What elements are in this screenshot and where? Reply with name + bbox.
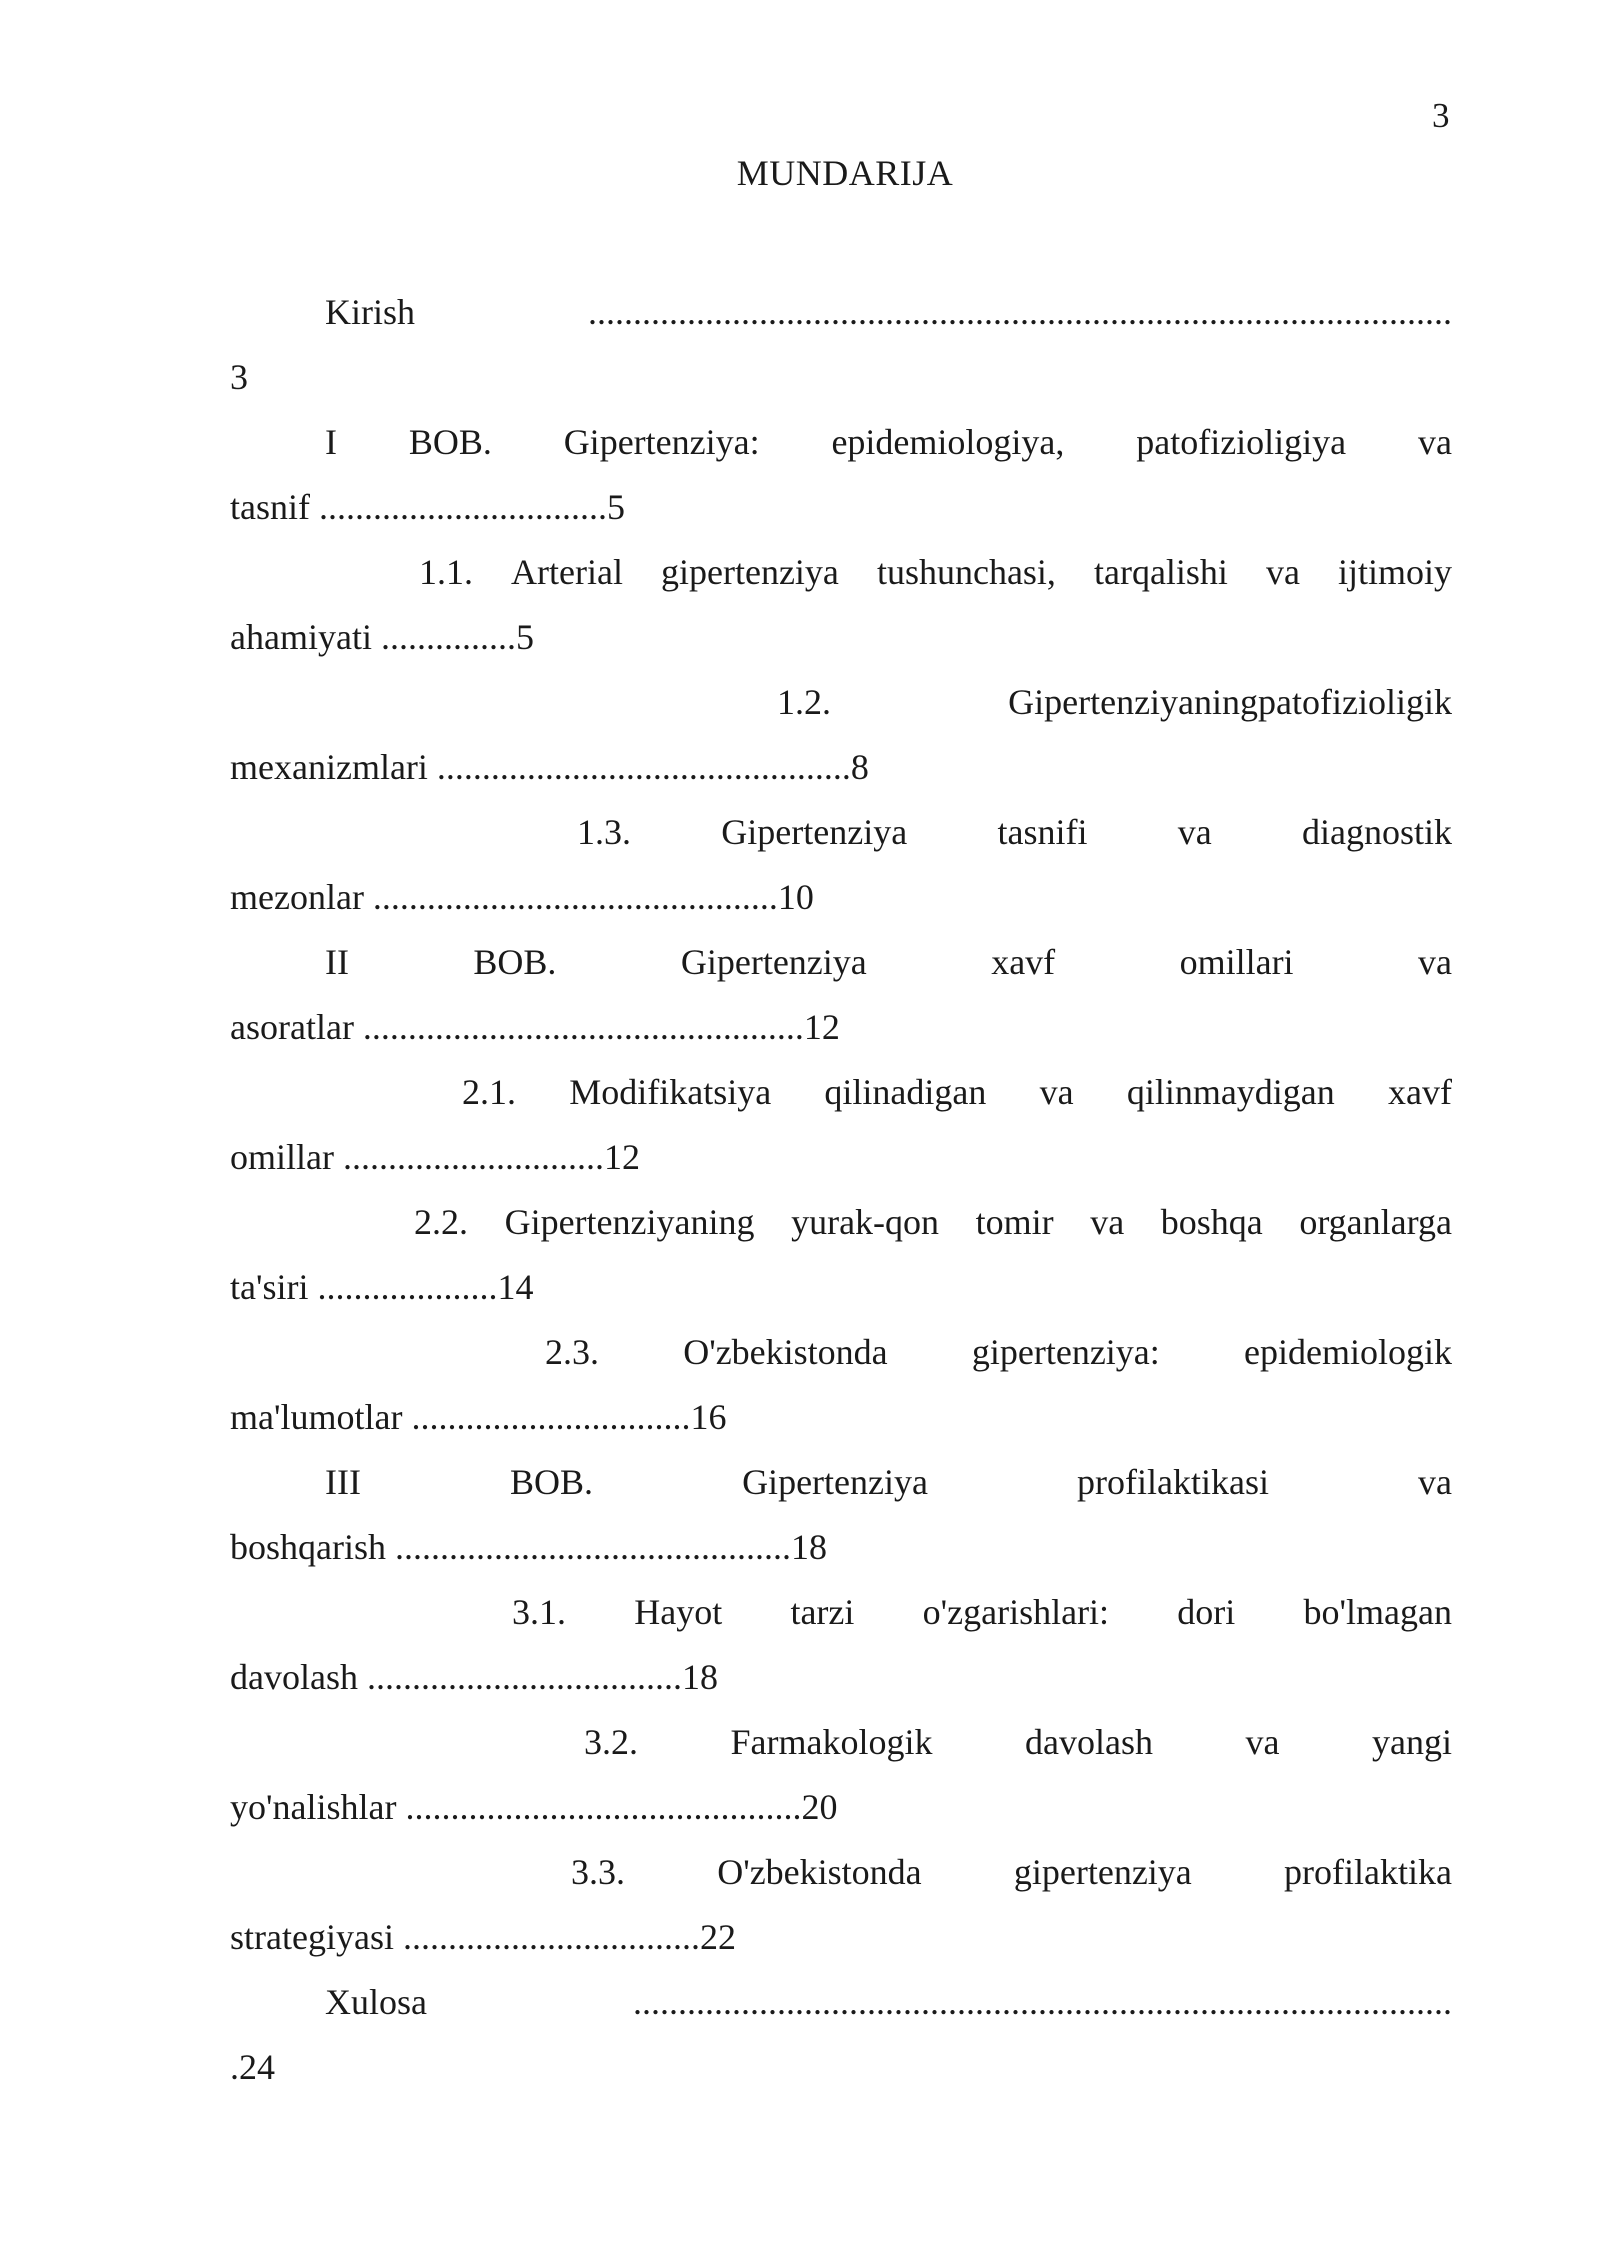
toc-word: va: [1417, 942, 1452, 982]
toc-entry-kirish-line1[interactable]: [325, 290, 1452, 334]
page-number: 3: [1432, 96, 1450, 135]
toc-word: gipertenziya: [661, 552, 839, 592]
toc-word: profilaktikasi: [1077, 1462, 1269, 1502]
toc-word: Arterial: [511, 552, 623, 592]
toc-word: 3.1.: [512, 1592, 566, 1632]
toc-entry-xulosa-line2: .24: [230, 2047, 275, 2087]
toc-entry-3-3-line1[interactable]: [571, 1850, 1452, 1894]
toc-word: Gipertenziya: [742, 1462, 928, 1502]
toc-word: O'zbekistonda: [683, 1332, 888, 1372]
toc-word: organlarga: [1299, 1202, 1452, 1242]
toc-entry-bob2-line2: asoratlar .................................................12: [230, 1007, 840, 1047]
toc-word: Hayot: [634, 1592, 723, 1632]
toc-entry-3-2-line2: yo'nalishlar ............................................20: [230, 1787, 838, 1827]
toc-word: gipertenziya: [1013, 1852, 1192, 1892]
toc-word: III: [325, 1462, 361, 1502]
toc-word: va: [1090, 1202, 1125, 1242]
toc-word: tarqalishi: [1093, 552, 1228, 592]
toc-word: tomir: [975, 1202, 1054, 1242]
toc-word: epidemiologiya,: [831, 422, 1065, 462]
toc-entry-3-2-line1[interactable]: [584, 1720, 1452, 1764]
toc-word: diagnostik: [1302, 812, 1452, 852]
toc-entry-1-2-line1[interactable]: [777, 680, 1452, 724]
toc-word: tarzi: [790, 1592, 855, 1632]
toc-word: va: [1245, 1722, 1280, 1762]
toc-word: 3.3.: [571, 1852, 625, 1892]
toc-word: profilaktika: [1284, 1852, 1452, 1892]
toc-word: epidemiologik: [1244, 1332, 1452, 1372]
toc-word: Modifikatsiya: [569, 1072, 772, 1112]
toc-entry-1-3-line1[interactable]: [577, 810, 1452, 854]
toc-word: 1.1.: [419, 552, 473, 592]
toc-word: dori: [1177, 1592, 1236, 1632]
toc-entry-1-1-line1[interactable]: [419, 550, 1452, 594]
toc-word: O'zbekistonda: [717, 1852, 922, 1892]
toc-word: BOB.: [408, 422, 492, 462]
toc-entry-bob3-line1[interactable]: [325, 1460, 1452, 1504]
toc-word: va: [1177, 812, 1212, 852]
toc-word: Xulosa: [325, 1982, 427, 2022]
toc-word: 2.1.: [462, 1072, 516, 1112]
toc-word: va: [1417, 422, 1452, 462]
toc-entry-kirish-line2: 3: [230, 357, 248, 397]
toc-leader-dots: ................................................................................................: [588, 292, 1452, 332]
toc-entry-2-2-line1[interactable]: [414, 1200, 1452, 1244]
toc-entry-bob1-line2: tasnif ................................5: [230, 487, 625, 527]
toc-entry-xulosa-line1[interactable]: [325, 1980, 1452, 2024]
toc-entry-2-1-line1[interactable]: [462, 1070, 1452, 1114]
toc-word: Gipertenziya:: [563, 422, 760, 462]
toc-entry-3-3-line2: strategiyasi .................................22: [230, 1917, 736, 1957]
toc-word: yurak-qon: [791, 1202, 940, 1242]
toc-leader-dots: ...........................................................................................: [633, 1982, 1452, 2022]
toc-word: va: [1265, 552, 1300, 592]
toc-word: Gipertenziyaningpatofizioligik: [1008, 682, 1452, 722]
toc-word: Gipertenziyaning: [504, 1202, 755, 1242]
toc-word: 3.2.: [584, 1722, 638, 1762]
toc-word: ijtimoiy: [1337, 552, 1452, 592]
toc-word: qilinmaydigan: [1126, 1072, 1335, 1112]
toc-word: tasnifi: [997, 812, 1088, 852]
toc-word: o'zgarishlari:: [922, 1592, 1110, 1632]
toc-entry-2-3-line2: ma'lumotlar ...............................16: [230, 1397, 727, 1437]
toc-entry-1-1-line2: ahamiyati ...............5: [230, 617, 534, 657]
toc-word: patofizioligiya: [1136, 422, 1347, 462]
toc-word: va: [1417, 1462, 1452, 1502]
toc-word: BOB.: [510, 1462, 594, 1502]
toc-entry-bob3-line2: boshqarish ............................................18: [230, 1527, 827, 1567]
toc-word: davolash: [1025, 1722, 1153, 1762]
toc-word: yangi: [1372, 1722, 1452, 1762]
toc-word: tushunchasi,: [876, 552, 1056, 592]
toc-word: xavf: [1388, 1072, 1452, 1112]
toc-word: Kirish: [325, 292, 415, 332]
toc-word: 2.2.: [414, 1202, 468, 1242]
page-title: MUNDARIJA: [736, 153, 954, 193]
toc-word: II: [325, 942, 349, 982]
toc-word: omillari: [1179, 942, 1294, 982]
toc-word: bo'lmagan: [1303, 1592, 1452, 1632]
toc-word: 2.3.: [545, 1332, 599, 1372]
toc-word: gipertenziya:: [971, 1332, 1160, 1372]
toc-entry-3-1-line2: davolash ...................................18: [230, 1657, 718, 1697]
toc-entry-2-2-line2: ta'siri ....................14: [230, 1267, 534, 1307]
toc-word: 1.2.: [777, 682, 831, 722]
toc-word: 1.3.: [577, 812, 631, 852]
toc-entry-2-3-line1[interactable]: [545, 1330, 1452, 1374]
toc-word: Gipertenziya: [721, 812, 908, 852]
toc-entry-3-1-line1[interactable]: [512, 1590, 1452, 1634]
toc-entry-1-2-line2: mexanizmlari ..............................................8: [230, 747, 869, 787]
toc-entry-1-3-line2: mezonlar .............................................10: [230, 877, 814, 917]
toc-word: I: [325, 422, 337, 462]
toc-word: Farmakologik: [730, 1722, 933, 1762]
toc-word: Gipertenziya: [680, 942, 867, 982]
toc-word: va: [1039, 1072, 1074, 1112]
toc-word: boshqa: [1160, 1202, 1263, 1242]
toc-word: xavf: [991, 942, 1056, 982]
toc-word: qilinadigan: [824, 1072, 987, 1112]
toc-entry-2-1-line2: omillar .............................12: [230, 1137, 640, 1177]
toc-entry-bob2-line1[interactable]: [325, 940, 1452, 984]
toc-word: BOB.: [473, 942, 557, 982]
toc-entry-bob1-line1[interactable]: [325, 420, 1452, 464]
